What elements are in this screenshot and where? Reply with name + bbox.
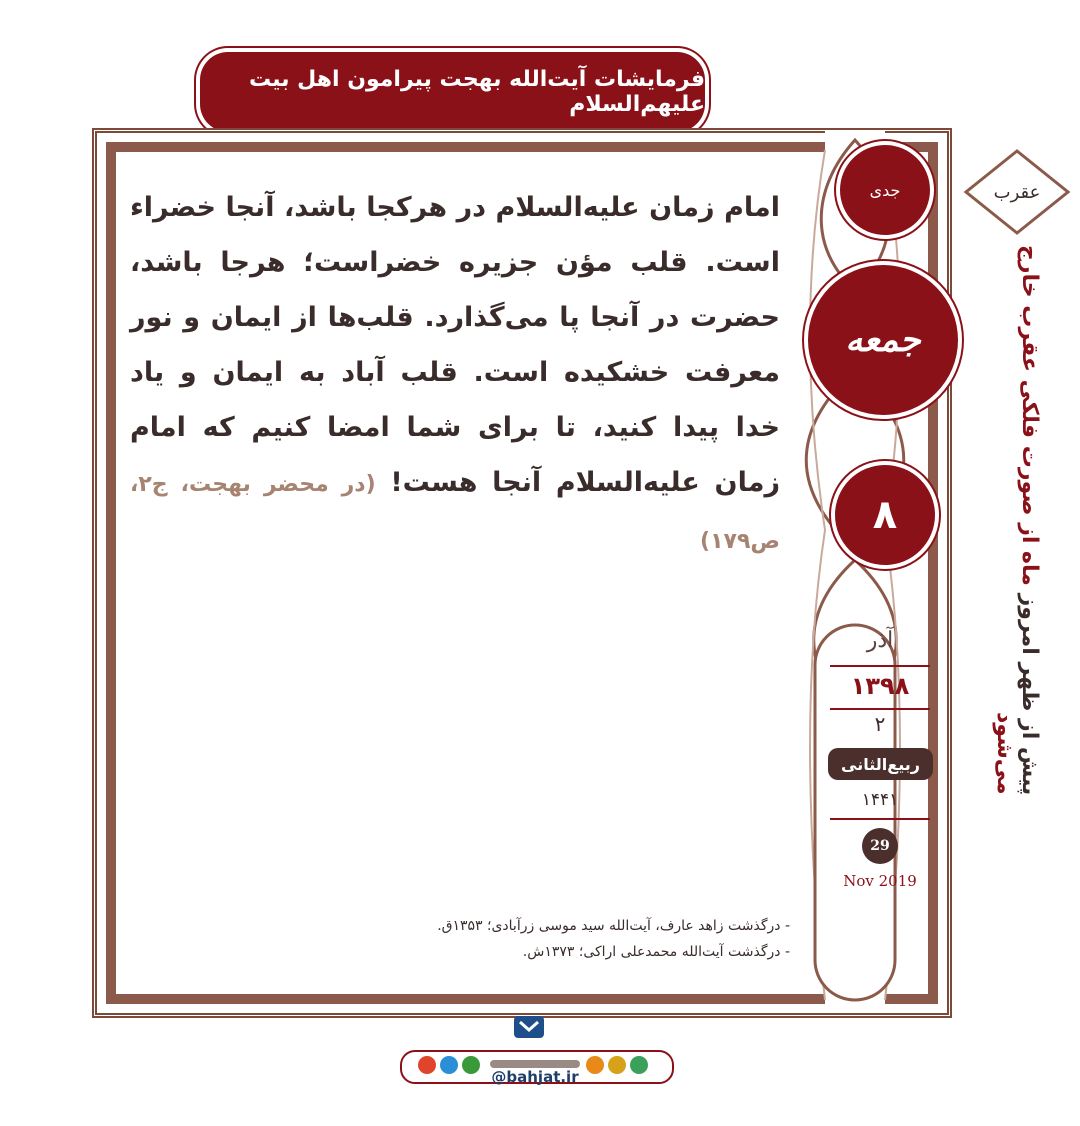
- note-1: - درگذشت زاهد عارف، آیت‌الله سید موسی زرآبادی؛ ۱۳۵۳ق.: [437, 918, 790, 934]
- quote-text: [130, 180, 780, 569]
- gregorian-day: 29: [870, 838, 890, 854]
- site-handle[interactable]: @bahjat.ir: [491, 1068, 579, 1086]
- solar-year: ۱۳۹۸: [850, 672, 910, 700]
- lunar-year: ۱۴۴۱: [861, 790, 899, 810]
- day-number: ۸: [872, 492, 898, 538]
- prev-month-badge: [962, 147, 1072, 237]
- side-note-part2: ماه از صورت فلکی عقرب خارج می‌شود: [992, 244, 1042, 795]
- weekday-label: جمعه: [845, 320, 921, 360]
- gregorian-day-badge: [862, 828, 898, 864]
- side-note-part1: پیش از ظهر امروز: [1017, 593, 1042, 795]
- quote-source: (در محضر بهجت، ج۲، ص۱۷۹): [130, 472, 780, 554]
- page-title: فرمایشات آیت‌الله بهجت پیرامون اهل بیت علیهم‌السلام: [248, 67, 705, 117]
- divider: [830, 708, 930, 710]
- divider: [830, 818, 930, 820]
- bale-icon[interactable]: [630, 1056, 648, 1074]
- quote-body: امام زمان علیه‌السلام در هرکجا باشد، آنجا خضراء است. قلب مؤن جزیره خضراست؛ هرجا باشد، حضرت در آنجا پا می‌گذارد. قلب‌ها از ایمان و نور معرفت خشکیده است. قلب آباد به ایمان و یاد خدا پیدا کنید، تا برای شما امضا کنیم که امام زمان علیه‌السلام آنجا هست!: [130, 192, 780, 498]
- logo-icon: [512, 1012, 546, 1042]
- day-badge: [835, 465, 935, 565]
- weekday-badge: [808, 265, 958, 415]
- note-2: - درگذشت آیت‌الله محمدعلی اراکی؛ ۱۳۷۳ش.: [522, 944, 790, 960]
- prev-month-label: عقرب: [993, 181, 1041, 203]
- solar-month: آذر: [866, 628, 894, 653]
- lunar-month-badge: [828, 748, 933, 780]
- calligraphy-logo: [490, 1060, 580, 1068]
- month-badge: [840, 145, 930, 235]
- lunar-month: ربیع‌الثانی: [841, 754, 920, 774]
- soroush-icon[interactable]: [608, 1056, 626, 1074]
- side-note: [992, 235, 1042, 795]
- title-banner: [200, 52, 705, 132]
- lunar-day: ۲: [874, 712, 886, 736]
- aparat-icon[interactable]: [418, 1056, 436, 1074]
- divider: [830, 665, 930, 667]
- gregorian-month-year: Nov 2019: [843, 872, 917, 890]
- telegram-icon[interactable]: [440, 1056, 458, 1074]
- month-small-label: جدی: [869, 180, 901, 200]
